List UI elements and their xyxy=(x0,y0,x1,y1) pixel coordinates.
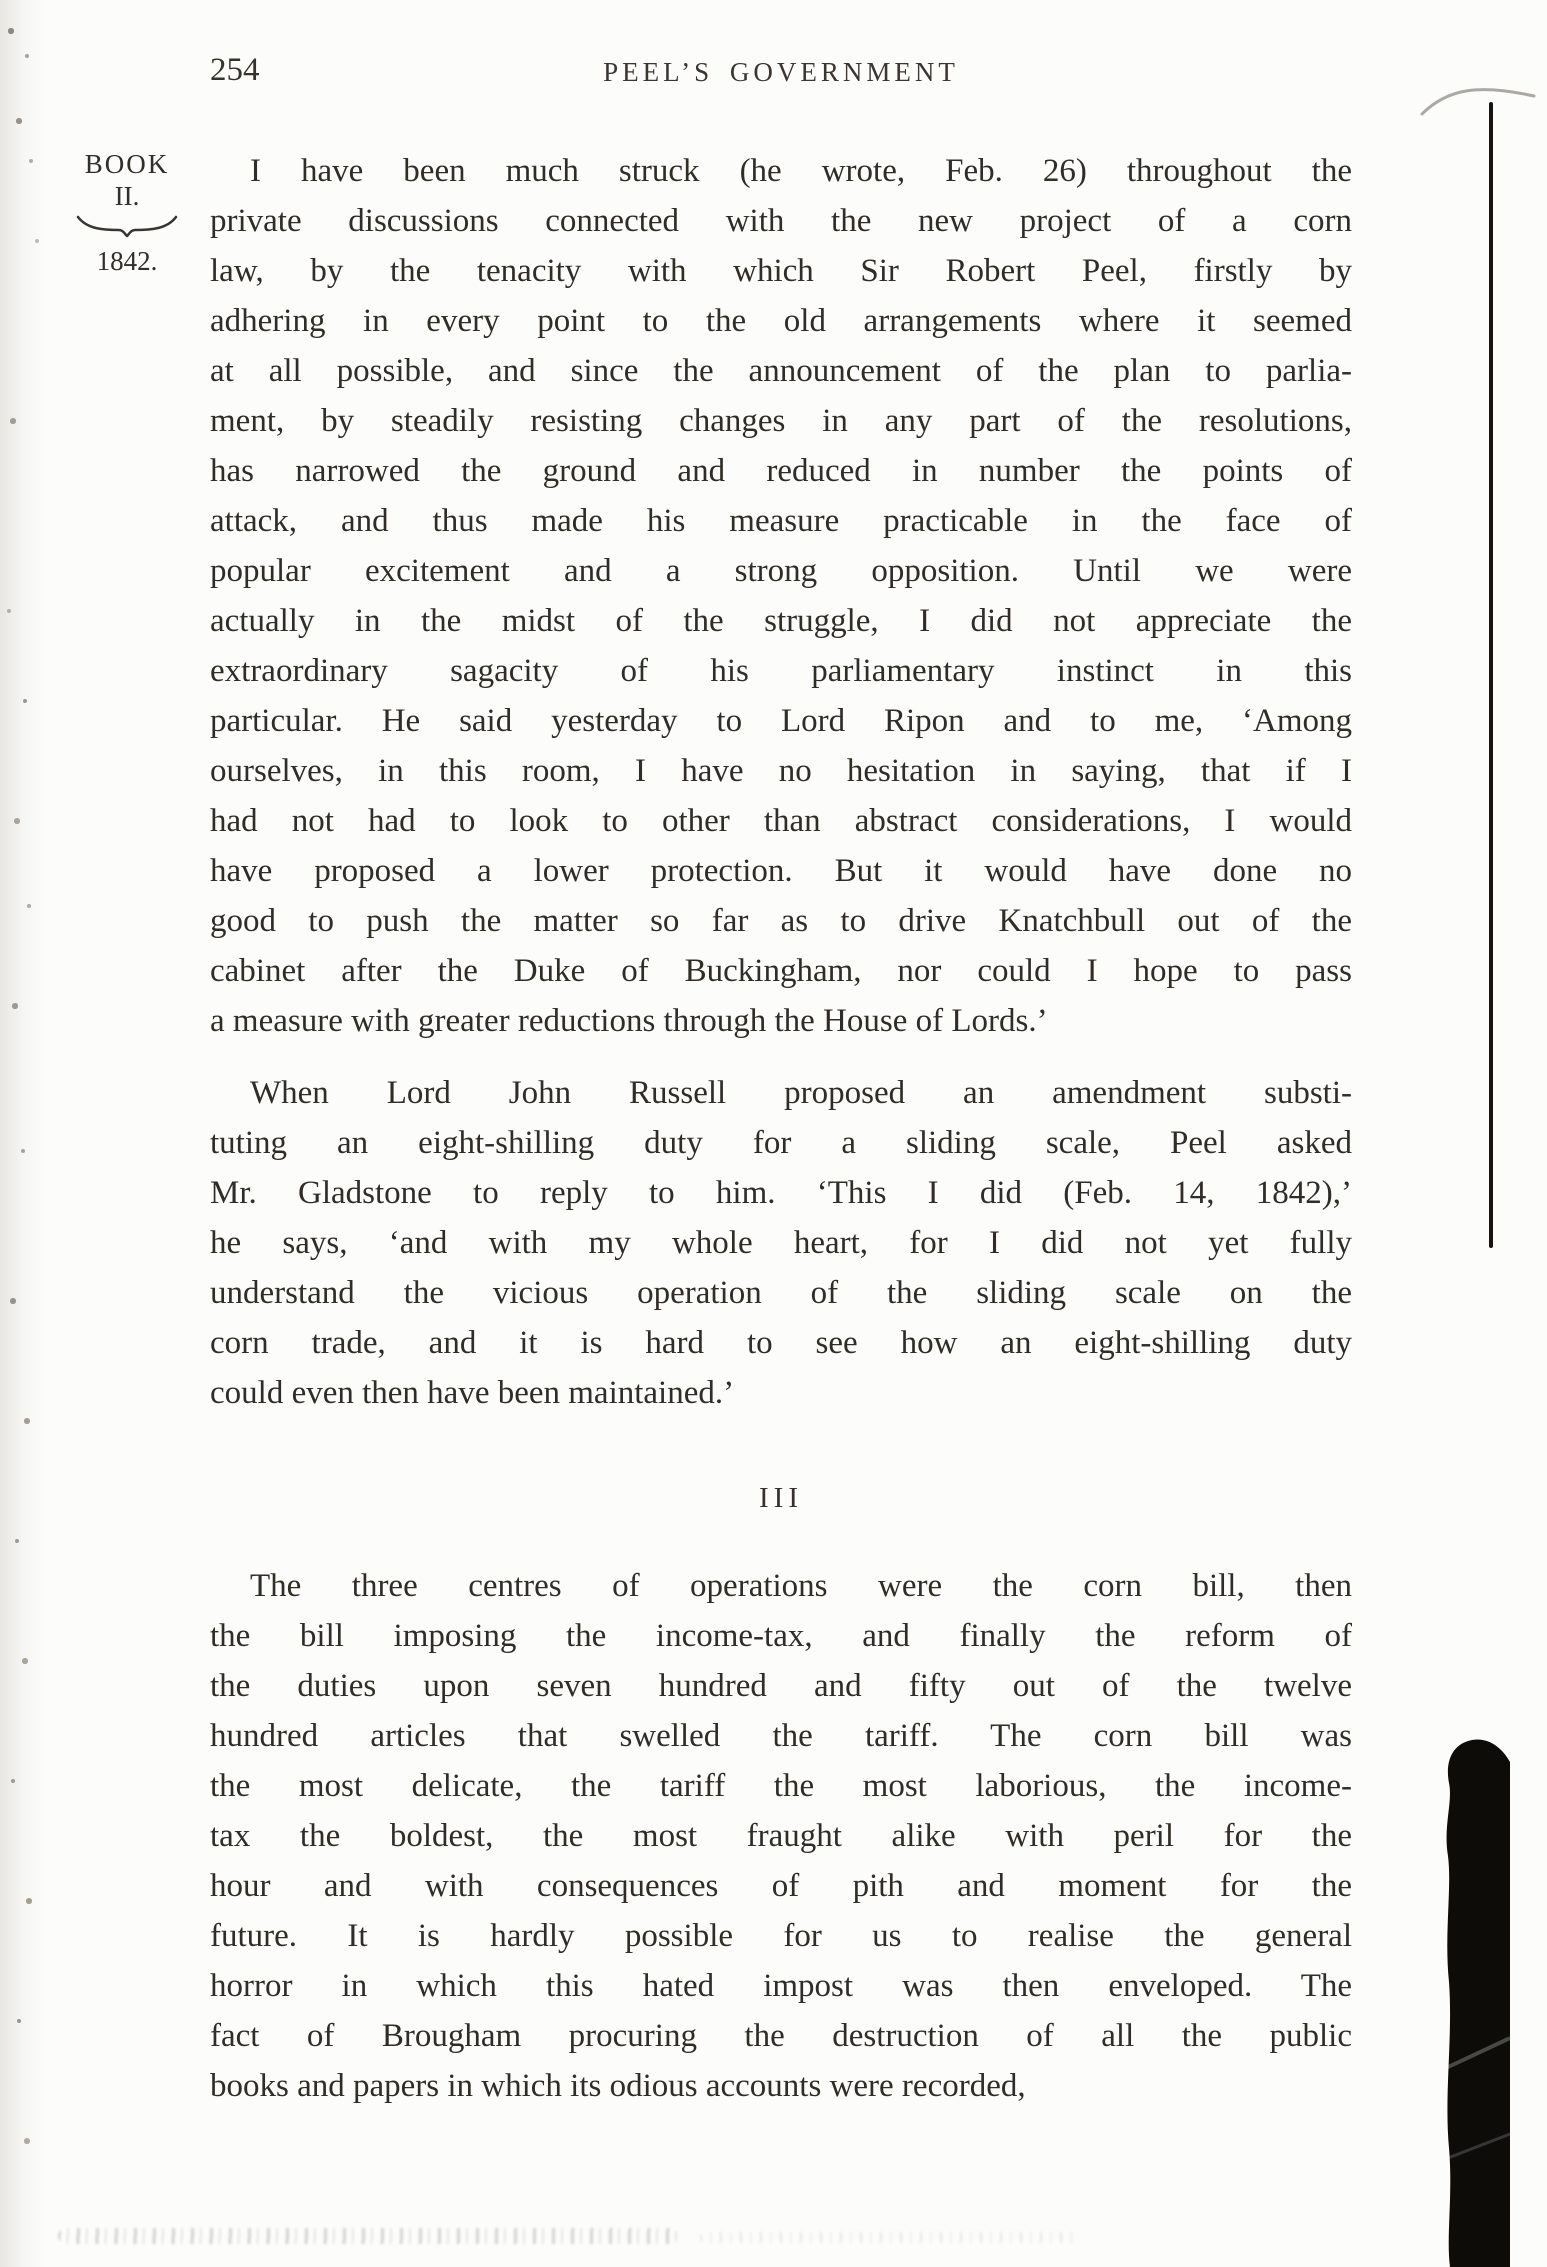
text-line: I have been much struck (he wrote, Feb. 26) throughout the xyxy=(250,153,1352,189)
text-line: a measure with greater reductions through the House of Lords.’ xyxy=(210,1003,1048,1039)
scan-smudge-bottom-right xyxy=(700,2232,1080,2243)
text-line: he says, ‘and with my whole heart, for I did not yet fully xyxy=(210,1225,1352,1261)
text-line: popular excitement and a strong opposition. Until we were xyxy=(210,553,1352,589)
text-line: has narrowed the ground and reduced in number the points of xyxy=(210,453,1352,489)
text-line: books and papers in which its odious accounts were recorded, xyxy=(210,2068,1026,2104)
text-line: good to push the matter so far as to drive Knatchbull out of the xyxy=(210,903,1352,939)
text-line: horror in which this hated impost was then enveloped. The xyxy=(210,1968,1352,2004)
text-line: have proposed a lower protection. But it would have done no xyxy=(210,853,1352,889)
margin-book-numeral: II. xyxy=(114,181,140,211)
text-line: the most delicate, the tariff the most laborious, the income- xyxy=(210,1768,1352,1804)
scan-artifact-curve-mark xyxy=(1418,80,1538,122)
scan-artifact-ink-blob xyxy=(1440,1738,1510,2267)
scan-artifact-vertical-line xyxy=(1489,102,1493,1248)
text-line: law, by the tenacity with which Sir Robert Peel, firstly by xyxy=(210,253,1352,289)
text-line: ourselves, in this room, I have no hesitation in saying, that if I xyxy=(210,753,1352,789)
paragraph xyxy=(210,1068,1352,1418)
text-line: corn trade, and it is hard to see how an eight-shilling duty xyxy=(210,1325,1352,1361)
text-line: the bill imposing the income-tax, and finally the reform of xyxy=(210,1618,1352,1654)
text-line: particular. He said yesterday to Lord Ripon and to me, ‘Among xyxy=(210,703,1352,739)
text-line: hour and with consequences of pith and moment for the xyxy=(210,1868,1352,1904)
text-line: Mr. Gladstone to reply to him. ‘This I did (Feb. 14, 1842),’ xyxy=(210,1175,1352,1211)
text-line: The three centres of operations were the corn bill, then xyxy=(250,1568,1352,1604)
text-line: the duties upon seven hundred and fifty out of the twelve xyxy=(210,1668,1352,1704)
scan-shading-left-edge xyxy=(0,0,46,2267)
text-line: hundred articles that swelled the tariff. The corn bill was xyxy=(210,1718,1352,1754)
text-line: could even then have been maintained.’ xyxy=(210,1375,735,1411)
text-line: cabinet after the Duke of Buckingham, nor could I hope to pass xyxy=(210,953,1352,989)
page-number: 254 xyxy=(210,52,260,88)
text-line: tuting an eight-shilling duty for a sliding scale, Peel asked xyxy=(210,1125,1352,1161)
section-heading: III xyxy=(759,1482,803,1514)
margin-book-label: BOOK xyxy=(84,149,170,179)
running-header: PEEL’S GOVERNMENT xyxy=(603,57,959,87)
text-line: tax the boldest, the most fraught alike with peril for the xyxy=(210,1818,1352,1854)
margin-underbrace-icon xyxy=(75,214,179,238)
text-line: had not had to look to other than abstract considerations, I would xyxy=(210,803,1352,839)
text-line: at all possible, and since the announcement of the plan to parlia- xyxy=(210,353,1352,389)
body-text xyxy=(210,146,1352,2111)
scan-speckles xyxy=(0,0,2,2)
text-line: actually in the midst of the struggle, I did not appreciate the xyxy=(210,603,1352,639)
paragraph xyxy=(210,1561,1352,2111)
margin-note xyxy=(52,148,202,277)
text-line: private discussions connected with the new project of a corn xyxy=(210,203,1352,239)
text-line: When Lord John Russell proposed an amendment substi- xyxy=(250,1075,1352,1111)
margin-year: 1842. xyxy=(96,246,158,276)
text-line: understand the vicious operation of the sliding scale on the xyxy=(210,1275,1352,1311)
text-line: future. It is hardly possible for us to realise the general xyxy=(210,1918,1352,1954)
text-line: ment, by steadily resisting changes in any part of the resolutions, xyxy=(210,403,1352,439)
text-line: fact of Brougham procuring the destruction of all the public xyxy=(210,2018,1352,2054)
text-line: adhering in every point to the old arrangements where it seemed xyxy=(210,303,1352,339)
page-header xyxy=(210,50,1352,94)
text-line: extraordinary sagacity of his parliamentary instinct in this xyxy=(210,653,1352,689)
text-line: attack, and thus made his measure practicable in the face of xyxy=(210,503,1352,539)
paragraph xyxy=(210,146,1352,1046)
scan-smudge-bottom-left xyxy=(58,2228,678,2244)
